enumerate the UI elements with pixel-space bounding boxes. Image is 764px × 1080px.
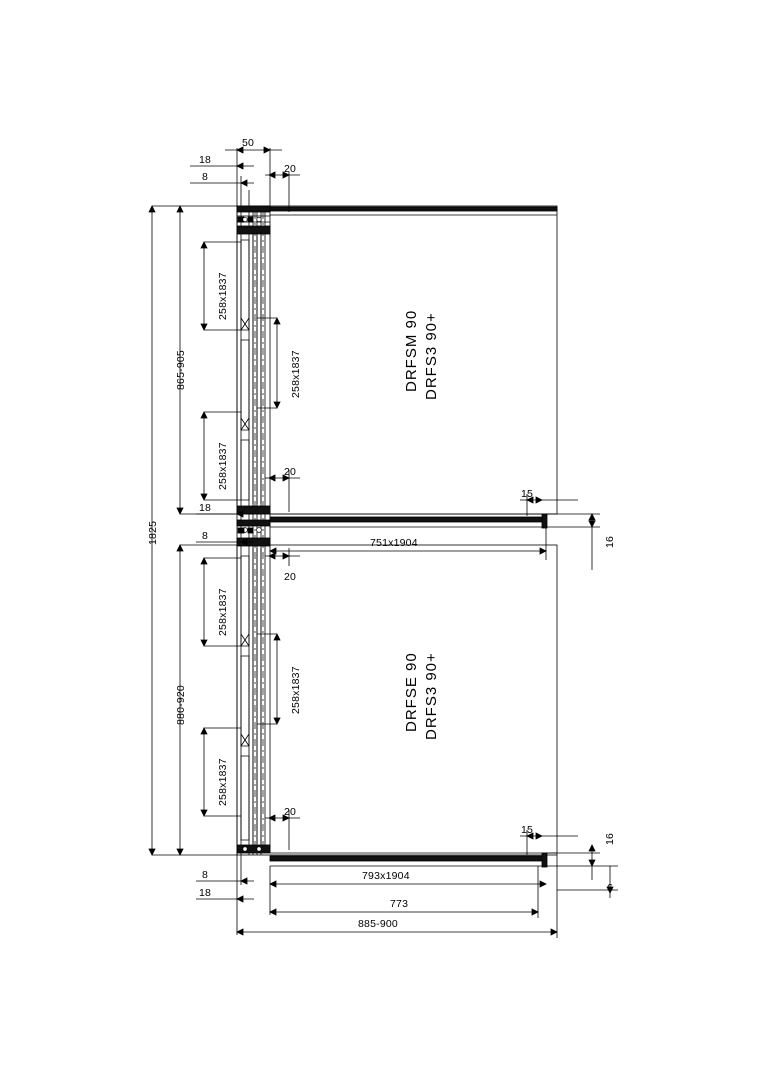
dim-lower-height-range: 880-920	[175, 685, 187, 725]
dim-glass-258-5: 258x1837	[290, 666, 302, 714]
dim-glass-793: 793x1904	[362, 870, 410, 882]
dim-top-18: 18	[199, 154, 212, 166]
dim-upper-height-range: 865-905	[175, 350, 187, 390]
upper-panel-label-line1: DRFS3 90+	[423, 312, 440, 400]
dim-overall-width: 885-900	[358, 918, 398, 930]
lower-panel-label-line2: DRFSE 90	[403, 652, 420, 732]
dim-bottom-18: 18	[199, 887, 212, 899]
dim-bottom-8: 8	[202, 869, 209, 881]
dim-glass-258-3: 258x1837	[217, 442, 229, 490]
dim-glass-751: 751x1904	[370, 537, 418, 549]
dim-inner-width: 773	[390, 898, 409, 910]
dim-right-16-lower: 16	[604, 832, 616, 845]
dim-mid-18: 18	[199, 502, 212, 514]
dim-top-8: 8	[202, 171, 209, 183]
dim-top-50: 50	[242, 137, 255, 149]
dim-glass-258-1: 258x1837	[217, 272, 229, 320]
dim-mid-20-b: 20	[284, 571, 297, 583]
dim-bottom-20: 20	[284, 806, 297, 818]
lower-panel-label-line1: DRFS3 90+	[423, 652, 440, 740]
dim-mid-8: 8	[202, 530, 209, 542]
dim-mid-20-a: 20	[284, 466, 297, 478]
dim-glass-258-2: 258x1837	[290, 350, 302, 398]
upper-panel-label-line2: DRFSM 90	[403, 309, 420, 392]
dim-top-20: 20	[284, 163, 297, 175]
dim-right-15-upper: 15	[521, 488, 534, 500]
dim-glass-258-4: 258x1837	[217, 588, 229, 636]
dim-right-15-lower: 15	[521, 824, 534, 836]
dim-right-6-lower: 6	[607, 882, 614, 894]
dim-right-16-upper: 16	[604, 535, 616, 548]
dim-overall-height: 1825	[147, 520, 159, 545]
dim-glass-258-6: 258x1837	[217, 758, 229, 806]
